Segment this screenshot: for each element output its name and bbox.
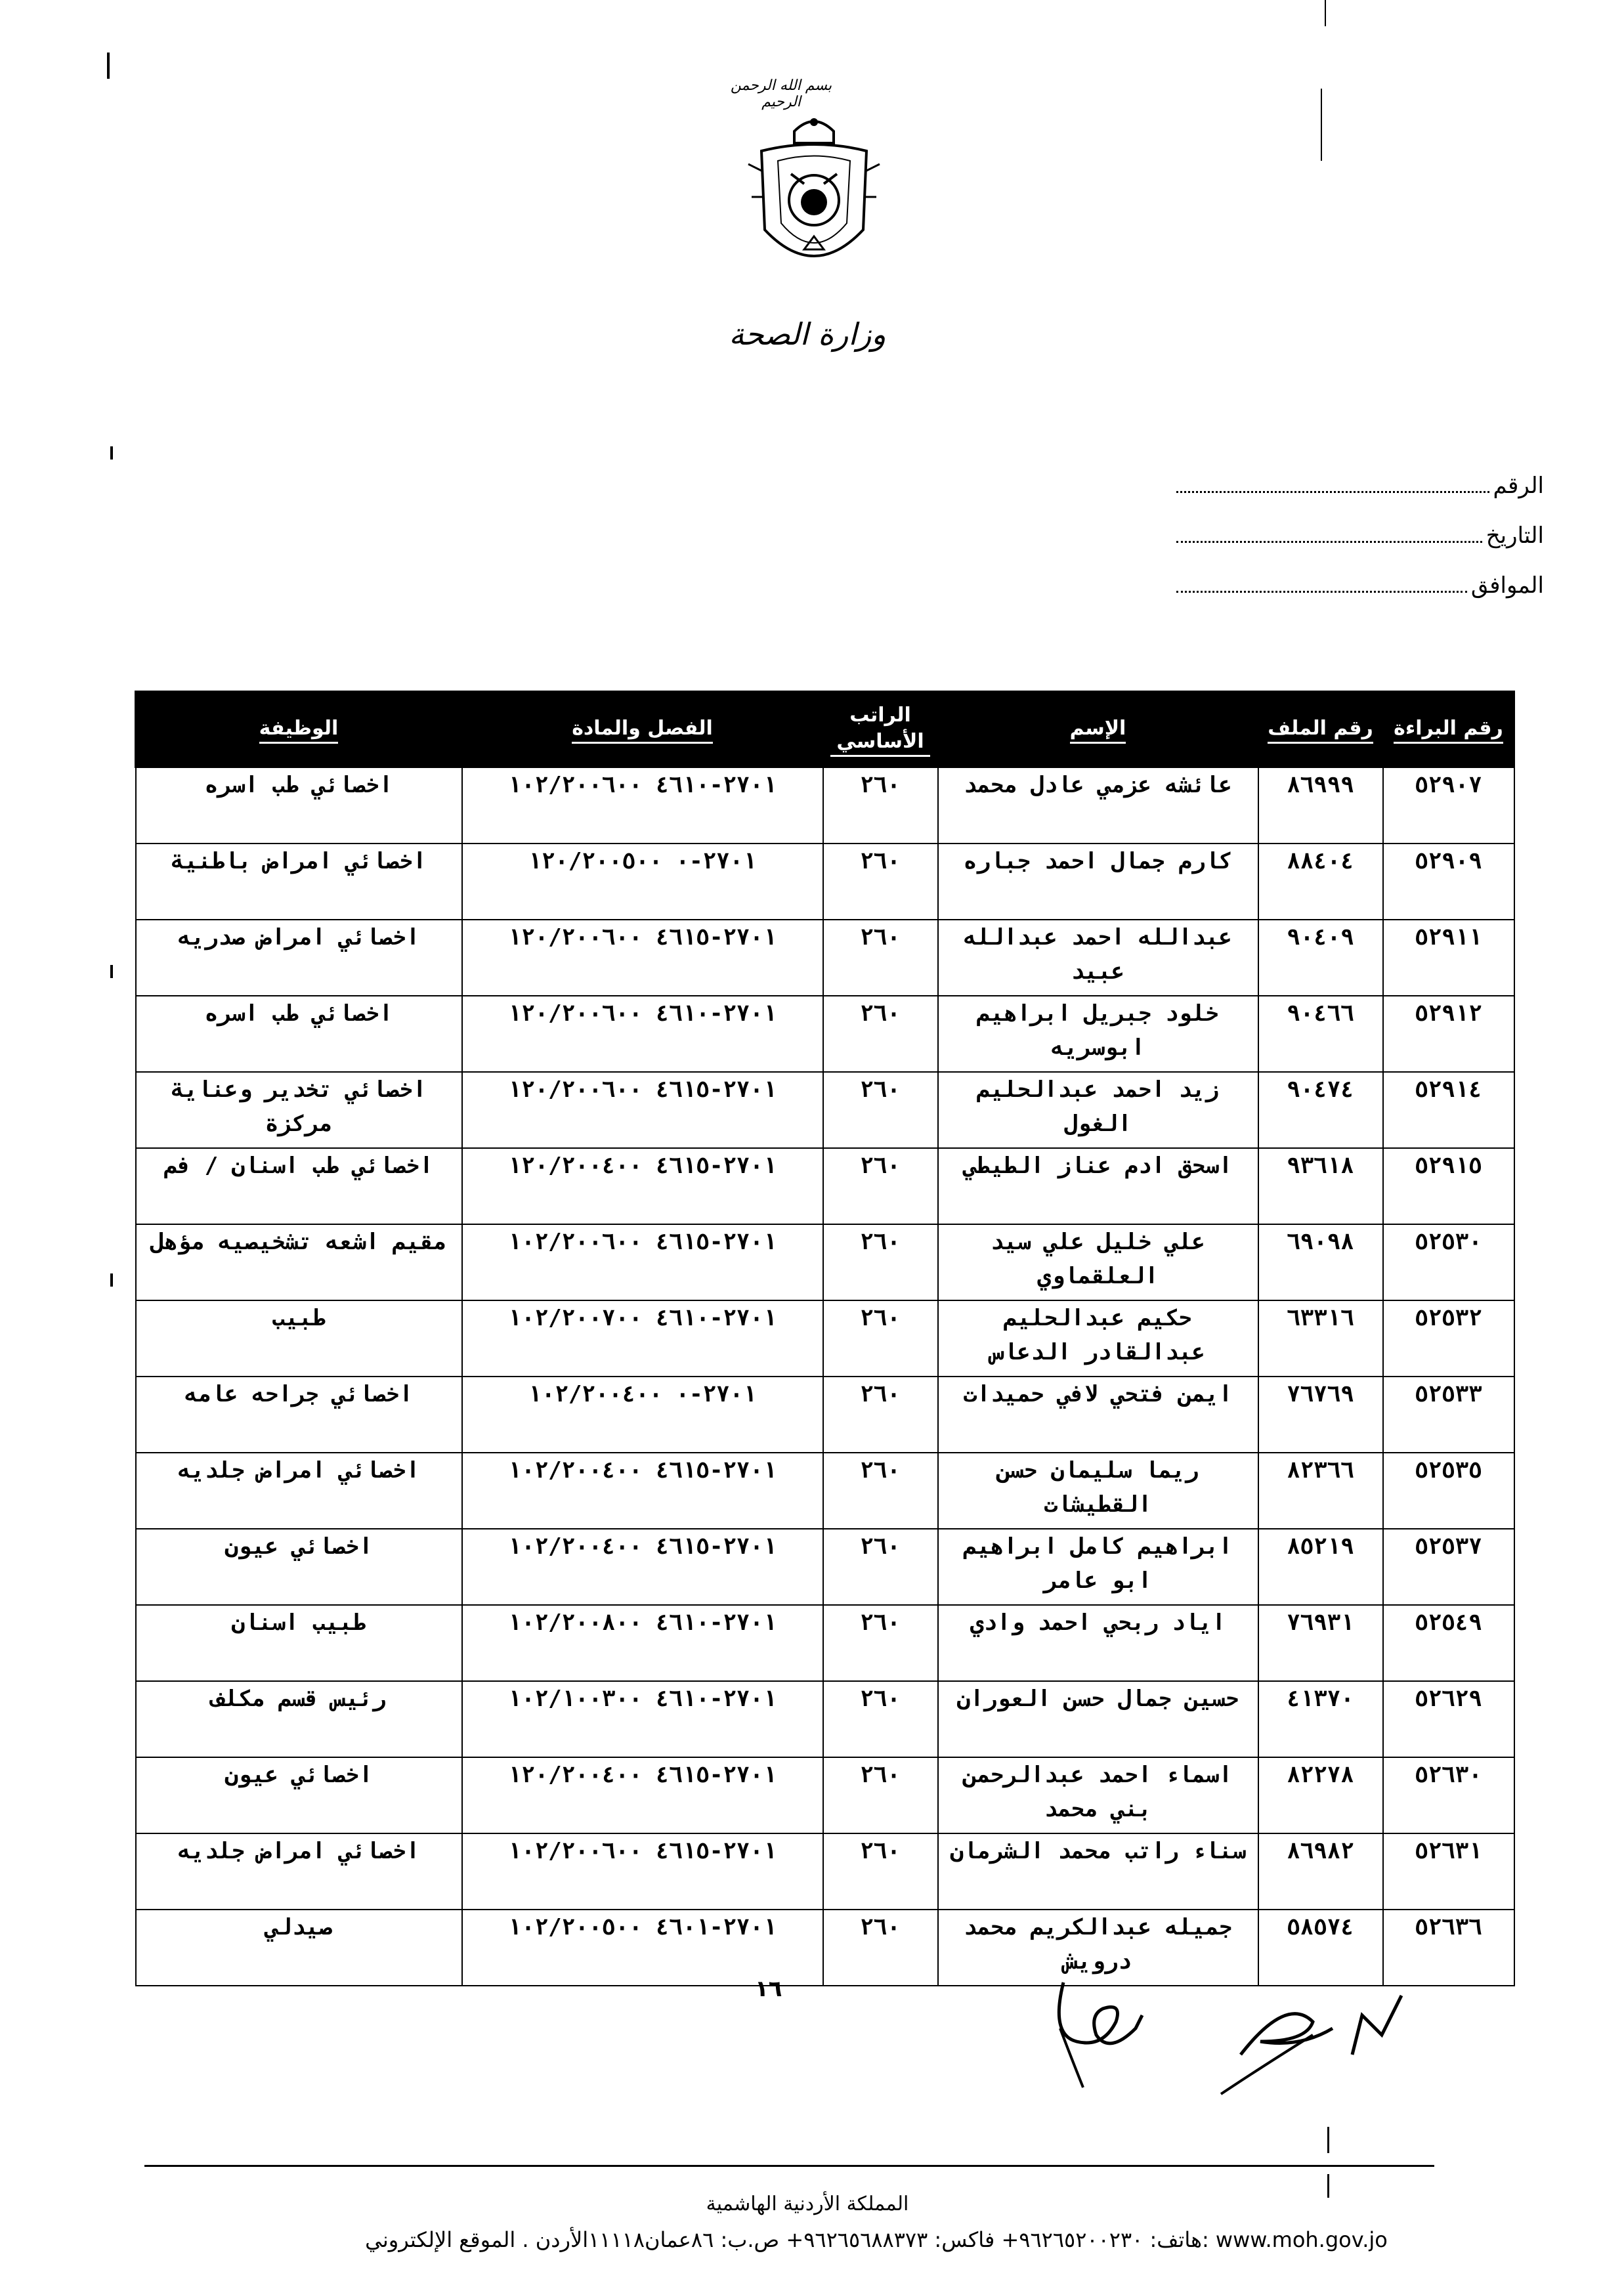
table-row	[136, 1529, 1514, 1605]
cell-job: طبيب اسنان	[136, 1605, 462, 1681]
cell-job: صيدلي	[136, 1910, 462, 1986]
cell-section: ٢٧٠١-٤٦١٠ ١٠٢/١٠٠٣٠٠	[462, 1681, 823, 1757]
cell-salary: ٢٦٠	[823, 1072, 938, 1148]
footer-tick	[1327, 2174, 1329, 2198]
cell-innocence-no: ٥٢٩١١	[1383, 920, 1514, 996]
cell-job: اخصائي طب اسنان / فم	[136, 1148, 462, 1224]
cell-name: خلود جبريل ابراهيم ابوسريه	[938, 996, 1258, 1072]
cell-innocence-no: ٥٢٩١٥	[1383, 1148, 1514, 1224]
employees-table	[135, 691, 1515, 1986]
cell-name: سناء راتب محمد الشرمان	[938, 1833, 1258, 1910]
header-file-no: رقم الملف	[1258, 692, 1383, 767]
ref-corresponding-label: الموافق	[1470, 572, 1544, 599]
header-section: الفصل والمادة	[462, 692, 823, 767]
table-row	[136, 1757, 1514, 1833]
header-salary: الراتب الأساسي	[823, 692, 938, 767]
cell-file-no: ٤١٣٧٠	[1258, 1681, 1383, 1757]
cell-section: ٢٧٠١-٤٦٠١ ١٠٢/٢٠٠٥٠٠	[462, 1910, 823, 1986]
cell-job: اخصائي عيون	[136, 1529, 462, 1605]
ref-number-blank	[1176, 477, 1489, 493]
cell-innocence-no: ٥٢٩١٤	[1383, 1072, 1514, 1148]
cell-name: اياد ربحي احمد وادي	[938, 1605, 1258, 1681]
handwritten-signatures	[1024, 1956, 1444, 2101]
scan-edge-line	[110, 1273, 113, 1287]
cell-innocence-no: ٥٢٩٠٧	[1383, 767, 1514, 844]
cell-name: اسحق ادم عناز الطيطي	[938, 1148, 1258, 1224]
scan-edge-line	[107, 53, 110, 79]
cell-name: جميله عبدالكريم محمد درويش	[938, 1910, 1258, 1986]
cell-section: ٢٧٠١-٤٦١٥ ١٠٢/٢٠٠٦٠٠	[462, 1833, 823, 1910]
jordan-crest-logo	[742, 112, 886, 289]
scan-edge-line	[1325, 0, 1326, 26]
cell-salary: ٢٦٠	[823, 1300, 938, 1377]
table-row	[136, 1377, 1514, 1453]
cell-salary: ٢٦٠	[823, 1681, 938, 1757]
cell-job: اخصائي تخدير وعناية مركزة	[136, 1072, 462, 1148]
cell-file-no: ٥٨٥٧٤	[1258, 1910, 1383, 1986]
cell-job: اخصائي امراض جلديه	[136, 1453, 462, 1529]
table-row	[136, 920, 1514, 996]
cell-salary: ٢٦٠	[823, 1833, 938, 1910]
table-row	[136, 1453, 1514, 1529]
cell-name: ريما سليمان حسن القطيشات	[938, 1453, 1258, 1529]
cell-section: ٢٧٠١-٤٦١٥ ١٠٢/٢٠٠٦٠٠	[462, 1224, 823, 1300]
ref-number-label: الرقم	[1493, 473, 1544, 499]
ref-date-blank	[1176, 526, 1482, 543]
ref-corresponding-blank	[1176, 576, 1467, 593]
cell-salary: ٢٦٠	[823, 1529, 938, 1605]
page-number: ١٦	[755, 1976, 782, 2002]
cell-innocence-no: ٥٢٩٠٩	[1383, 844, 1514, 920]
ministry-name: وزارة الصحة	[729, 316, 886, 352]
cell-innocence-no: ٥٢٦٣٦	[1383, 1910, 1514, 1986]
cell-innocence-no: ٥٢٥٣٣	[1383, 1377, 1514, 1453]
table-row	[136, 1224, 1514, 1300]
cell-salary: ٢٦٠	[823, 1757, 938, 1833]
header-name: الإسم	[938, 692, 1258, 767]
cell-file-no: ٩٠٤٦٦	[1258, 996, 1383, 1072]
table-row	[136, 996, 1514, 1072]
cell-name: حكيم عبدالحليم عبدالقادر الدعاس	[938, 1300, 1258, 1377]
table-header-row	[136, 692, 1514, 767]
cell-name: اسماء احمد عبدالرحمن بني محمد	[938, 1757, 1258, 1833]
cell-section: ٢٧٠١-٤٦١٠ ١٠٢/٢٠٠٧٠٠	[462, 1300, 823, 1377]
cell-job: مقيم اشعه تشخيصيه مؤهل	[136, 1224, 462, 1300]
footer-kingdom-name: المملكة الأردنية الهاشمية	[706, 2192, 909, 2215]
cell-job: اخصائي امراض صدريه	[136, 920, 462, 996]
cell-innocence-no: ٥٢٥٣٥	[1383, 1453, 1514, 1529]
cell-salary: ٢٦٠	[823, 1910, 938, 1986]
cell-file-no: ٦٩٠٩٨	[1258, 1224, 1383, 1300]
cell-job: اخصائي امراض باطنية	[136, 844, 462, 920]
table-row	[136, 1300, 1514, 1377]
cell-job: اخصائي طب اسره	[136, 996, 462, 1072]
scan-edge-line	[110, 965, 113, 978]
cell-file-no: ٨٦٩٨٢	[1258, 1833, 1383, 1910]
cell-file-no: ٩٠٤٠٩	[1258, 920, 1383, 996]
cell-salary: ٢٦٠	[823, 1148, 938, 1224]
cell-section: ٢٧٠١-٤٦١٠ ١٠٢/٢٠٠٨٠٠	[462, 1605, 823, 1681]
table-row	[136, 1072, 1514, 1148]
cell-innocence-no: ٥٢٥٣٧	[1383, 1529, 1514, 1605]
cell-file-no: ٨٢٢٧٨	[1258, 1757, 1383, 1833]
cell-file-no: ٨٦٩٩٩	[1258, 767, 1383, 844]
footer-contact-info: هاتف: ٩٦٢٦٥٢٠٠٢٣٠+ فاكس: ٩٦٢٦٥٦٨٨٣٧٣+ ص.ب: ٨٦عمان١١١١٨الأردن . الموقع الإلكتروني: www.moh.gov.jo	[365, 2227, 1388, 2252]
cell-section: ٢٧٠١-٤٦١٥ ١٢٠/٢٠٠٦٠٠	[462, 920, 823, 996]
table-row	[136, 1605, 1514, 1681]
table-row	[136, 1833, 1514, 1910]
cell-file-no: ٨٨٤٠٤	[1258, 844, 1383, 920]
cell-name: عبدالله احمد عبدالله عبيد	[938, 920, 1258, 996]
cell-job: اخصائي عيون	[136, 1757, 462, 1833]
cell-innocence-no: ٥٢٥٤٩	[1383, 1605, 1514, 1681]
cell-file-no: ٨٢٣٦٦	[1258, 1453, 1383, 1529]
cell-job: رئيس قسم مكلف	[136, 1681, 462, 1757]
cell-name: ابراهيم كامل ابراهيم ابو عامر	[938, 1529, 1258, 1605]
cell-job: اخصائي طب اسره	[136, 767, 462, 844]
cell-name: ايمن فتحي لافي حميدات	[938, 1377, 1258, 1453]
ref-corresponding-row	[1176, 572, 1544, 622]
cell-file-no: ٧٦٧٦٩	[1258, 1377, 1383, 1453]
cell-salary: ٢٦٠	[823, 767, 938, 844]
cell-name: حسين جمال حسن العوران	[938, 1681, 1258, 1757]
cell-innocence-no: ٥٢٩١٢	[1383, 996, 1514, 1072]
table-row	[136, 1681, 1514, 1757]
cell-salary: ٢٦٠	[823, 920, 938, 996]
basmala: بسم الله الرحمن الرحيم	[730, 77, 832, 110]
table-row	[136, 844, 1514, 920]
table-row	[136, 767, 1514, 844]
cell-section: ٢٧٠١-٠ ١٢٠/٢٠٠٥٠٠	[462, 844, 823, 920]
footer-divider	[144, 2165, 1434, 2167]
header-innocence-no: رقم البراءة	[1383, 692, 1514, 767]
cell-name: علي خليل علي سيد العلقماوي	[938, 1224, 1258, 1300]
cell-file-no: ٩٣٦١٨	[1258, 1148, 1383, 1224]
cell-salary: ٢٦٠	[823, 1224, 938, 1300]
ref-date-row	[1176, 523, 1544, 572]
cell-section: ٢٧٠١-٤٦١٠ ١٢٠/٢٠٠٦٠٠	[462, 996, 823, 1072]
header-job: الوظيفة	[136, 692, 462, 767]
cell-name: كارم جمال احمد جباره	[938, 844, 1258, 920]
cell-salary: ٢٦٠	[823, 844, 938, 920]
scan-edge-line	[1321, 89, 1322, 161]
cell-salary: ٢٦٠	[823, 1377, 938, 1453]
cell-innocence-no: ٥٢٥٣٢	[1383, 1300, 1514, 1377]
cell-section: ٢٧٠١-٤٦١٥ ١٢٠/٢٠٠٦٠٠	[462, 1072, 823, 1148]
cell-section: ٢٧٠١-٤٦١٥ ١٢٠/٢٠٠٤٠٠	[462, 1148, 823, 1224]
cell-innocence-no: ٥٢٦٣١	[1383, 1833, 1514, 1910]
ref-date-label: التاريخ	[1485, 523, 1544, 549]
cell-file-no: ٧٦٩٣١	[1258, 1605, 1383, 1681]
cell-section: ٢٧٠١-٤٦١٥ ١٠٢/٢٠٠٤٠٠	[462, 1529, 823, 1605]
cell-innocence-no: ٥٢٦٣٠	[1383, 1757, 1514, 1833]
cell-job: اخصائي جراحه عامه	[136, 1377, 462, 1453]
cell-salary: ٢٦٠	[823, 996, 938, 1072]
cell-name: عائشه عزمي عادل محمد	[938, 767, 1258, 844]
cell-innocence-no: ٥٢٥٣٠	[1383, 1224, 1514, 1300]
cell-file-no: ٨٥٢١٩	[1258, 1529, 1383, 1605]
cell-section: ٢٧٠١-٤٦١٥ ١٠٢/٢٠٠٤٠٠	[462, 1453, 823, 1529]
cell-section: ٢٧٠١-٤٦١٠ ١٠٢/٢٠٠٦٠٠	[462, 767, 823, 844]
cell-salary: ٢٦٠	[823, 1453, 938, 1529]
cell-job: اخصائي امراض جلديه	[136, 1833, 462, 1910]
ref-number-row	[1176, 473, 1544, 523]
scan-edge-line	[110, 446, 113, 460]
table-row	[136, 1148, 1514, 1224]
cell-file-no: ٩٠٤٧٤	[1258, 1072, 1383, 1148]
cell-file-no: ٦٣٣١٦	[1258, 1300, 1383, 1377]
cell-section: ٢٧٠١-٠ ١٠٢/٢٠٠٤٠٠	[462, 1377, 823, 1453]
cell-job: طبيب	[136, 1300, 462, 1377]
reference-fields	[1176, 473, 1544, 622]
cell-name: زيد احمد عبدالحليم الغول	[938, 1072, 1258, 1148]
cell-salary: ٢٦٠	[823, 1605, 938, 1681]
cell-section: ٢٧٠١-٤٦١٥ ١٢٠/٢٠٠٤٠٠	[462, 1757, 823, 1833]
cell-innocence-no: ٥٢٦٢٩	[1383, 1681, 1514, 1757]
footer-tick	[1327, 2127, 1329, 2153]
